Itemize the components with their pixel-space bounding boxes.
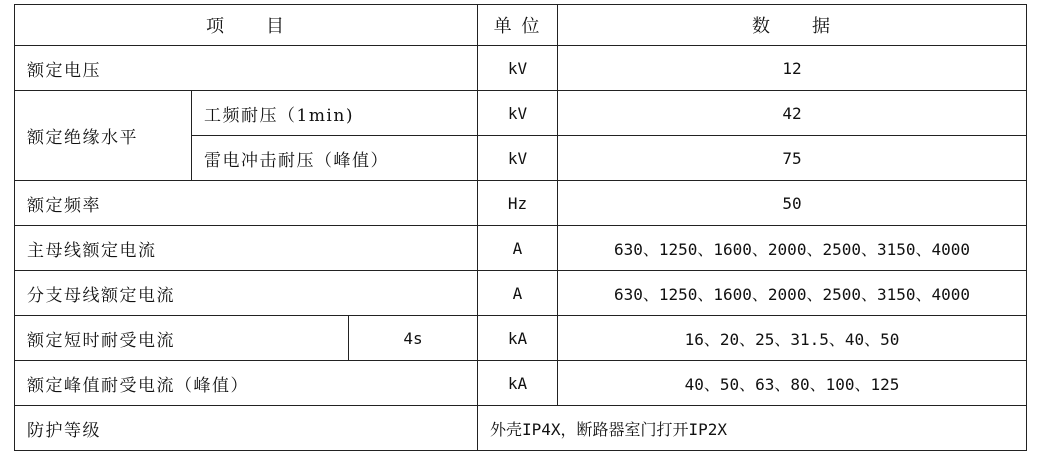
peak-current-label: 额定峰值耐受电流（峰值） (15, 361, 478, 406)
table-row (15, 181, 1027, 226)
branch-busbar-current-value: 630、1250、1600、2000、2500、3150、4000 (558, 271, 1027, 316)
spec-table-container (14, 4, 1027, 451)
rated-frequency-value: 50 (558, 181, 1027, 226)
peak-current-value: 40、50、63、80、100、125 (558, 361, 1027, 406)
branch-busbar-current-label: 分支母线额定电流 (15, 271, 478, 316)
lightning-unit: kV (478, 136, 558, 181)
spec-table (14, 4, 1027, 451)
insulation-level-label: 额定绝缘水平 (15, 91, 192, 181)
rated-voltage-label: 额定电压 (15, 46, 478, 91)
branch-busbar-current-unit: A (478, 271, 558, 316)
header-item: 项 目 (15, 5, 478, 46)
short-time-current-unit: kA (478, 316, 558, 361)
table-row (15, 91, 1027, 136)
rated-frequency-label: 额定频率 (15, 181, 478, 226)
short-time-duration: 4s (349, 316, 478, 361)
main-busbar-current-label: 主母线额定电流 (15, 226, 478, 271)
table-row (15, 271, 1027, 316)
header-unit: 单 位 (478, 5, 558, 46)
main-busbar-current-value: 630、1250、1600、2000、2500、3150、4000 (558, 226, 1027, 271)
header-data: 数 据 (558, 5, 1027, 46)
power-freq-value: 42 (558, 91, 1027, 136)
peak-current-unit: kA (478, 361, 558, 406)
power-freq-unit: kV (478, 91, 558, 136)
rated-voltage-unit: kV (478, 46, 558, 91)
protection-value: 外壳IP4X，断路器室门打开IP2X (478, 406, 1027, 451)
power-freq-label: 工频耐压（1min) (192, 91, 478, 136)
table-header-row (15, 5, 1027, 46)
protection-label: 防护等级 (15, 406, 478, 451)
short-time-current-value: 16、20、25、31.5、40、50 (558, 316, 1027, 361)
table-row (15, 226, 1027, 271)
table-row (15, 316, 1027, 361)
table-row (15, 361, 1027, 406)
rated-frequency-unit: Hz (478, 181, 558, 226)
lightning-value: 75 (558, 136, 1027, 181)
short-time-current-label: 额定短时耐受电流 (15, 316, 349, 361)
rated-voltage-value: 12 (558, 46, 1027, 91)
main-busbar-current-unit: A (478, 226, 558, 271)
table-row (15, 46, 1027, 91)
lightning-label: 雷电冲击耐压（峰值） (192, 136, 478, 181)
table-row (15, 406, 1027, 451)
